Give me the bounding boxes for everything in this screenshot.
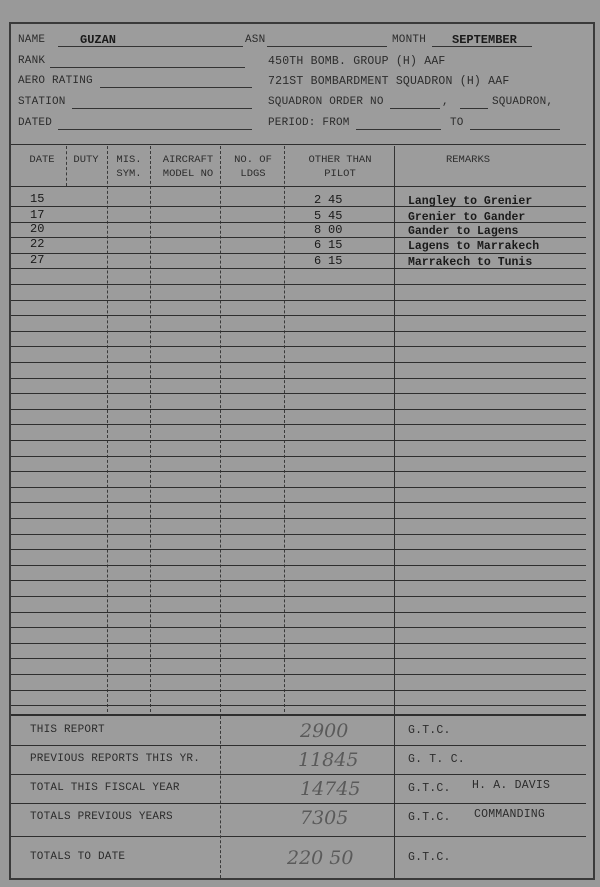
rank-label: RANK xyxy=(18,55,46,67)
entry-hours: 5 xyxy=(314,209,322,223)
to-label: TO xyxy=(450,117,464,129)
entry-hours: 8 xyxy=(314,223,322,237)
table-rule-line xyxy=(11,580,586,581)
table-rule-line xyxy=(11,565,586,566)
name-value: GUZAN xyxy=(80,33,117,47)
dated-label: DATED xyxy=(18,117,53,129)
table-rule-line xyxy=(11,268,586,269)
table-rule-line xyxy=(11,456,586,457)
totals-label: TOTAL THIS FISCAL YEAR xyxy=(30,782,180,794)
totals-label: TOTALS TO DATE xyxy=(30,851,126,863)
totals-rule-line xyxy=(11,745,586,746)
col-otp-header-1: OTHER THAN xyxy=(308,154,372,166)
asn-underline xyxy=(267,46,387,47)
totals-label: THIS REPORT xyxy=(30,724,105,736)
table-rule-line xyxy=(11,393,586,394)
entry-date: 17 xyxy=(30,208,45,222)
entry-minutes: 45 xyxy=(328,209,343,223)
station-underline xyxy=(72,108,252,109)
table-rule-line xyxy=(11,534,586,535)
table-rule-line xyxy=(11,627,586,628)
entry-hours: 6 xyxy=(314,254,322,268)
entry-date: 22 xyxy=(30,237,45,251)
entry-minutes: 15 xyxy=(328,238,343,252)
totals-top-border xyxy=(11,714,586,716)
entry-minutes: 00 xyxy=(328,223,343,237)
totals-value: 2900 xyxy=(300,720,349,742)
name-label: NAME xyxy=(18,34,46,46)
col-date-header: DATE xyxy=(29,154,55,166)
entry-remarks: Lagens to Marrakech xyxy=(408,240,540,253)
entry-minutes: 15 xyxy=(328,254,343,268)
squadron-underline xyxy=(460,108,488,109)
table-rule-line xyxy=(11,331,586,332)
totals-rule-line xyxy=(11,774,586,775)
table-rule-line xyxy=(11,612,586,613)
dated-underline xyxy=(58,129,252,130)
station-label: STATION xyxy=(18,96,66,108)
entry-minutes: 45 xyxy=(328,193,343,207)
asn-label: ASN xyxy=(245,34,266,46)
col-duty-header: DUTY xyxy=(73,154,99,166)
entry-remarks: Gander to Lagens xyxy=(408,225,519,238)
table-rule-line xyxy=(11,643,586,644)
entry-remarks: Langley to Grenier xyxy=(408,195,533,208)
period-to-underline xyxy=(470,129,560,130)
table-rule-line xyxy=(11,409,586,410)
table-rule-line xyxy=(11,346,586,347)
entry-hours: 2 xyxy=(314,193,322,207)
table-rule-line xyxy=(11,596,586,597)
table-rule-line xyxy=(11,424,586,425)
totals-rule-line xyxy=(11,836,586,837)
table-rule-line xyxy=(11,518,586,519)
table-rule-line xyxy=(11,690,586,691)
table-rule-line xyxy=(11,440,586,441)
col-sep-duty xyxy=(66,146,67,186)
squadron-order-underline xyxy=(390,108,440,109)
month-label: MONTH xyxy=(392,34,427,46)
table-rule-line xyxy=(11,253,586,254)
col-remarks-header: REMARKS xyxy=(445,154,491,166)
entry-remarks: Grenier to Gander xyxy=(408,211,526,224)
group-text: 450TH BOMB. GROUP (H) AAF xyxy=(268,55,446,68)
table-rule-line xyxy=(11,222,586,223)
table-rule-line xyxy=(11,378,586,379)
table-rule-line xyxy=(11,284,586,285)
table-rule-line xyxy=(11,549,586,550)
signature-name: H. A. DAVIS xyxy=(472,779,551,792)
table-rule-line xyxy=(11,674,586,675)
col-mis-header-2: SYM. xyxy=(116,168,142,180)
table-rule-line xyxy=(11,206,586,207)
col-aircraft-header-2: MODEL NO xyxy=(162,168,214,180)
period-label: PERIOD: FROM xyxy=(268,117,350,129)
entry-date: 15 xyxy=(30,192,45,206)
totals-value: 14745 xyxy=(300,778,361,800)
col-aircraft-header-1: AIRCRAFT xyxy=(162,154,214,166)
totals-suffix: G.T.C. xyxy=(408,724,451,737)
aero-rating-label: AERO RATING xyxy=(18,75,93,87)
col-mis-header-1: MIS. xyxy=(116,154,142,166)
totals-label: PREVIOUS REPORTS THIS YR. xyxy=(30,753,201,765)
rank-underline xyxy=(50,67,245,68)
totals-suffix: G. T. C. xyxy=(408,753,465,766)
period-from-underline xyxy=(356,129,441,130)
squadron-order-label: SQUADRON ORDER NO xyxy=(268,96,384,108)
squadron-label: SQUADRON, xyxy=(492,96,554,108)
table-rule-line xyxy=(11,362,586,363)
totals-value: 220 50 xyxy=(287,847,354,869)
entry-date: 27 xyxy=(30,253,45,267)
col-ldgs-header-2: LDGS xyxy=(240,168,266,180)
totals-label: TOTALS PREVIOUS YEARS xyxy=(30,811,173,823)
table-rule-line xyxy=(11,658,586,659)
entry-date: 20 xyxy=(30,222,45,236)
table-rule-line xyxy=(11,471,586,472)
header-bottom-line xyxy=(11,186,586,187)
month-value: SEPTEMBER xyxy=(452,33,517,47)
table-rule-line xyxy=(11,315,586,316)
table-rule-line xyxy=(11,705,586,706)
totals-value: 11845 xyxy=(298,749,359,771)
col-otp-header-2: PILOT xyxy=(324,168,356,180)
table-top-border xyxy=(11,144,586,145)
squadron-text: 721ST BOMBARDMENT SQUADRON (H) AAF xyxy=(268,75,510,88)
comma: , xyxy=(442,96,449,108)
totals-suffix: G.T.C. xyxy=(408,782,451,795)
col-sep-remarks xyxy=(394,146,395,878)
totals-suffix: G.T.C. xyxy=(408,811,451,824)
aero-rating-underline xyxy=(100,87,252,88)
table-rule-line xyxy=(11,237,586,238)
col-ldgs-header-1: NO. OF xyxy=(234,154,272,166)
table-rule-line xyxy=(11,502,586,503)
table-rule-line xyxy=(11,487,586,488)
signature-title: COMMANDING xyxy=(474,808,546,821)
totals-col-sep xyxy=(220,716,221,878)
totals-suffix: G.T.C. xyxy=(408,851,451,864)
entry-remarks: Marrakech to Tunis xyxy=(408,256,533,269)
table-rule-line xyxy=(11,300,586,301)
totals-value: 7305 xyxy=(300,807,349,829)
entry-hours: 6 xyxy=(314,238,322,252)
totals-rule-line xyxy=(11,803,586,804)
